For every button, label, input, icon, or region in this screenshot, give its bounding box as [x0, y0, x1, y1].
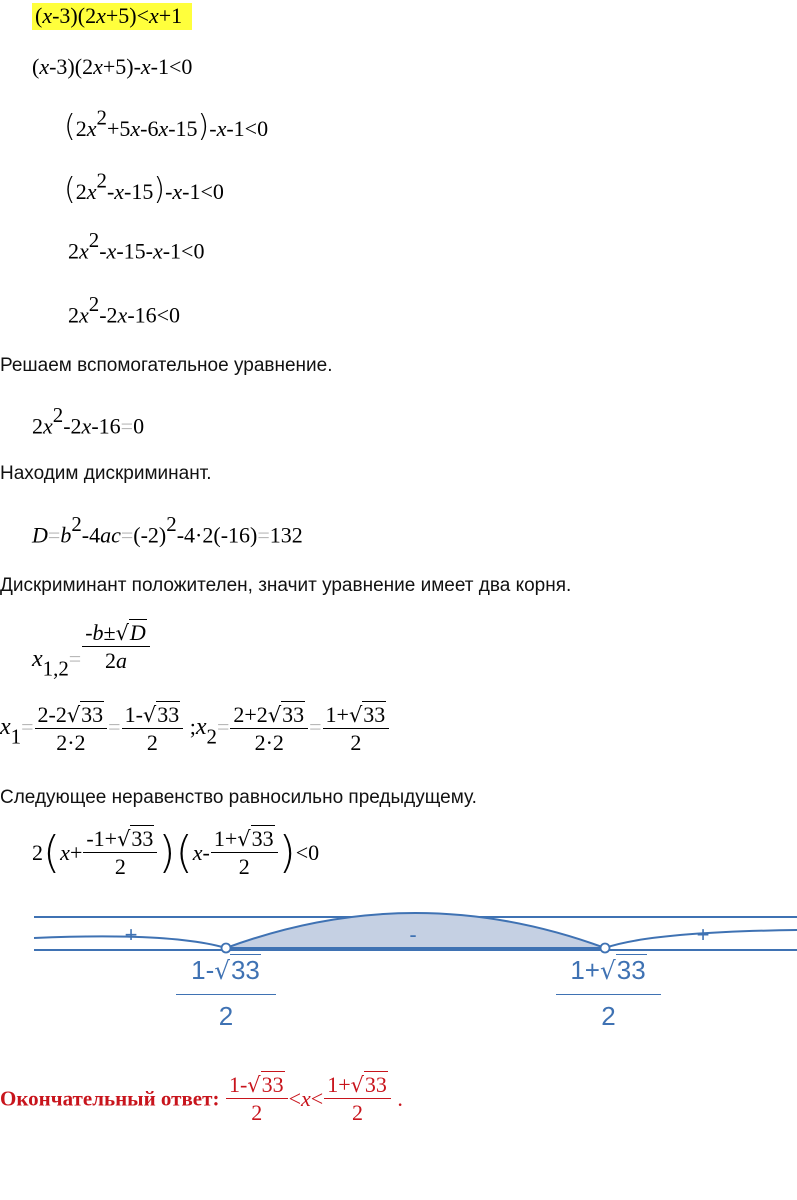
text-solve-aux: Решаем вспомогательное уравнение. — [0, 355, 333, 376]
inequality-original: (x-3)(2x+5)<x+1 — [32, 5, 192, 27]
factored-inequality: 2(x+ $\frac{-1+√33}{2}$ )(x- $\frac{1+√33}{2}$ )<0 — [32, 826, 320, 879]
sign-left: + — [124, 922, 138, 947]
label-right-root: 1+√33 2 — [556, 955, 661, 1032]
label-left-root: 1-√33 2 — [176, 955, 276, 1032]
final-answer: Окончательный ответ: $\frac{1-√33}{2}$ <x< $\frac{1+√33}{2}$ . — [0, 1072, 403, 1125]
number-line — [0, 900, 797, 1050]
text-equivalent: Следующее неравенство равносильно предыдущему. — [0, 787, 477, 808]
var-x: x — [42, 3, 53, 28]
discriminant-formula: $D=b^2-4ac=(-2)^2-4\cdot 2(-16)=132$ — [32, 512, 303, 548]
roots-formula: $x_{1,2}=$ $\frac{-b\pm√D}{2a}$ — [32, 622, 151, 672]
roots-values: $x_1=$ $\frac{2-2√33}{2\cdot 2}$ = $\frac{1-√33}{2}$ $;x_2=$ $\frac{2+2√33}{2\cdot 2}$ = $\frac{1+√33}{2}$ — [0, 704, 390, 754]
point-right — [601, 944, 610, 953]
sign-right: + — [696, 922, 710, 947]
sign-middle: - — [409, 922, 417, 947]
step-expand: $(2x^2+5x-6x-15)-x-1<0$ — [64, 105, 269, 144]
step-collect: $2x^2-2x-16<0$ — [68, 292, 181, 328]
aux-equation: $2x^2-2x-16=0$ — [32, 403, 145, 439]
step-open-parens: $2x^2-x-15-x-1<0$ — [68, 228, 205, 264]
answer-label: Окончательный ответ: — [0, 1086, 220, 1111]
text-disc-positive: Дискриминант положителен, значит уравнение имеет два корня. — [0, 575, 572, 596]
step-simplify: $(2x^2-x-15)-x-1<0$ — [64, 168, 224, 207]
point-left — [222, 944, 231, 953]
step-move-terms: (x-3)(2x+5)-x-1<0 — [32, 54, 193, 79]
text-find-disc: Находим дискриминант. — [0, 463, 212, 484]
